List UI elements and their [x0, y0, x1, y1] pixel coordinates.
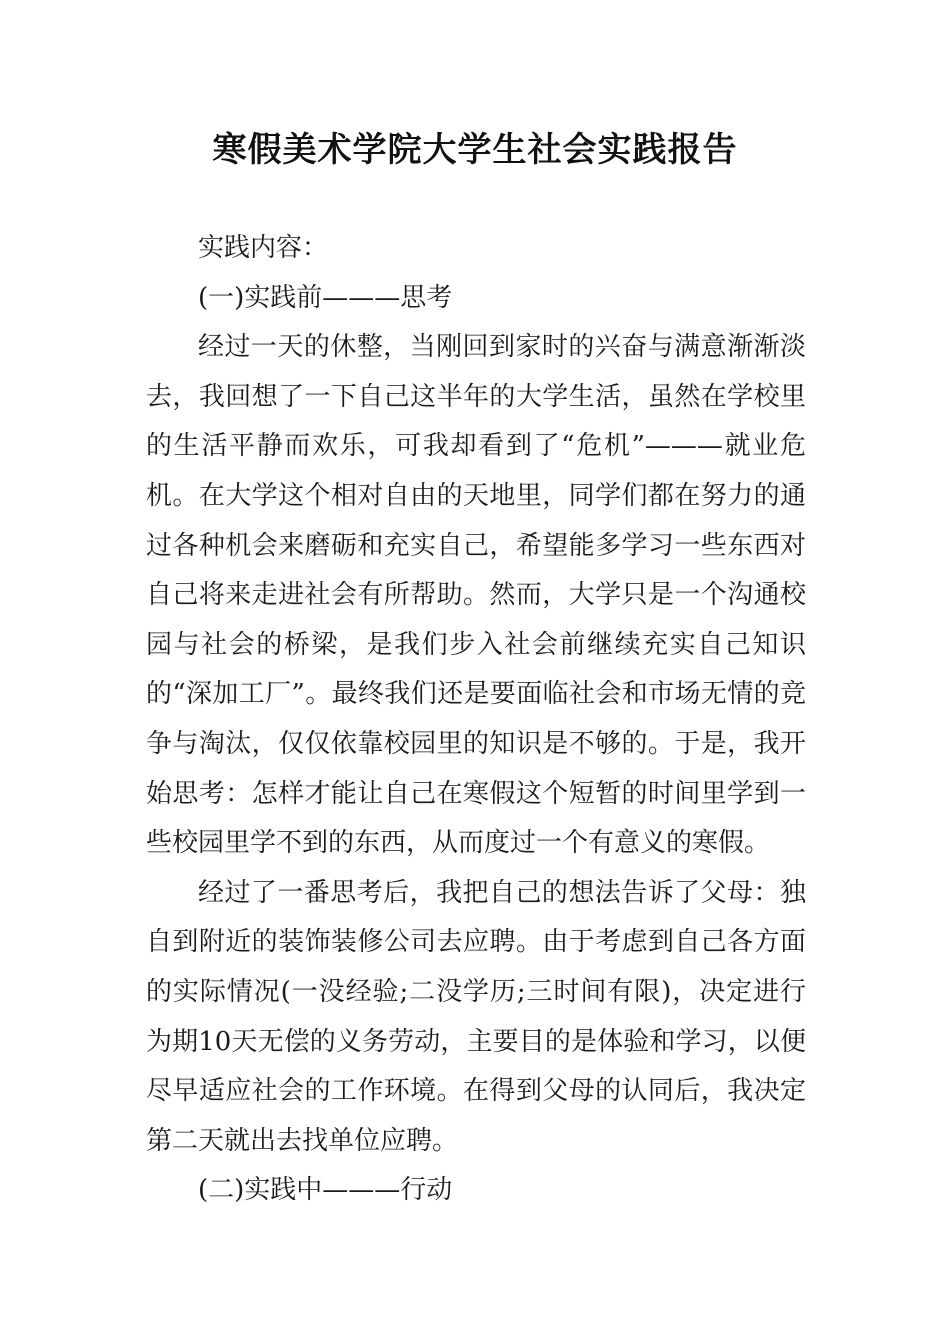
section-heading-content: 实践内容： [198, 233, 329, 263]
paragraph-decision: 经过了一番思考后，我把自己的想法告诉了父母：独自到附近的装饰装修公司去应聘。由于考虑到自己各方面的实际情况(一没经验;二没学历;三时间有限)，决定进行为期10天无偿的义务劳动，主要目的是体验和学习，以便尽早适应社会的工作环境。在得到父母的认同后，我决定第二天就出去找单位应聘。 [146, 877, 806, 1156]
document-body [146, 224, 806, 1216]
section-heading-during-practice: (二)实践中———行动 [198, 1175, 453, 1206]
paragraph-reflection: 经过一天的休整，当刚回到家时的兴奋与满意渐渐淡去，我回想了一下自己这半年的大学生活，虽然在学校里的生活平静而欢乐，可我却看到了“危机”———就业危机。在大学这个相对自由的天地里，同学们都在努力的通过各种机会来磨砺和充实自己，希望能多学习一些东西对自己将来走进社会有所帮助。然而，大学只是一个沟通校园与社会的桥梁，是我们步入社会前继续充实自己知识的“深加工厂”。最终我们还是要面临社会和市场无情的竞争与淘汰，仅仅依靠校园里的知识是不够的。于是，我开始思考：怎样才能让自己在寒假这个短暂的时间里学到一些校园里学不到的东西，从而度过一个有意义的寒假。 [146, 332, 806, 859]
section-heading-before-practice: (一)实践前———思考 [198, 282, 453, 313]
document-title: 寒假美术学院大学生社会实践报告 [212, 130, 738, 170]
